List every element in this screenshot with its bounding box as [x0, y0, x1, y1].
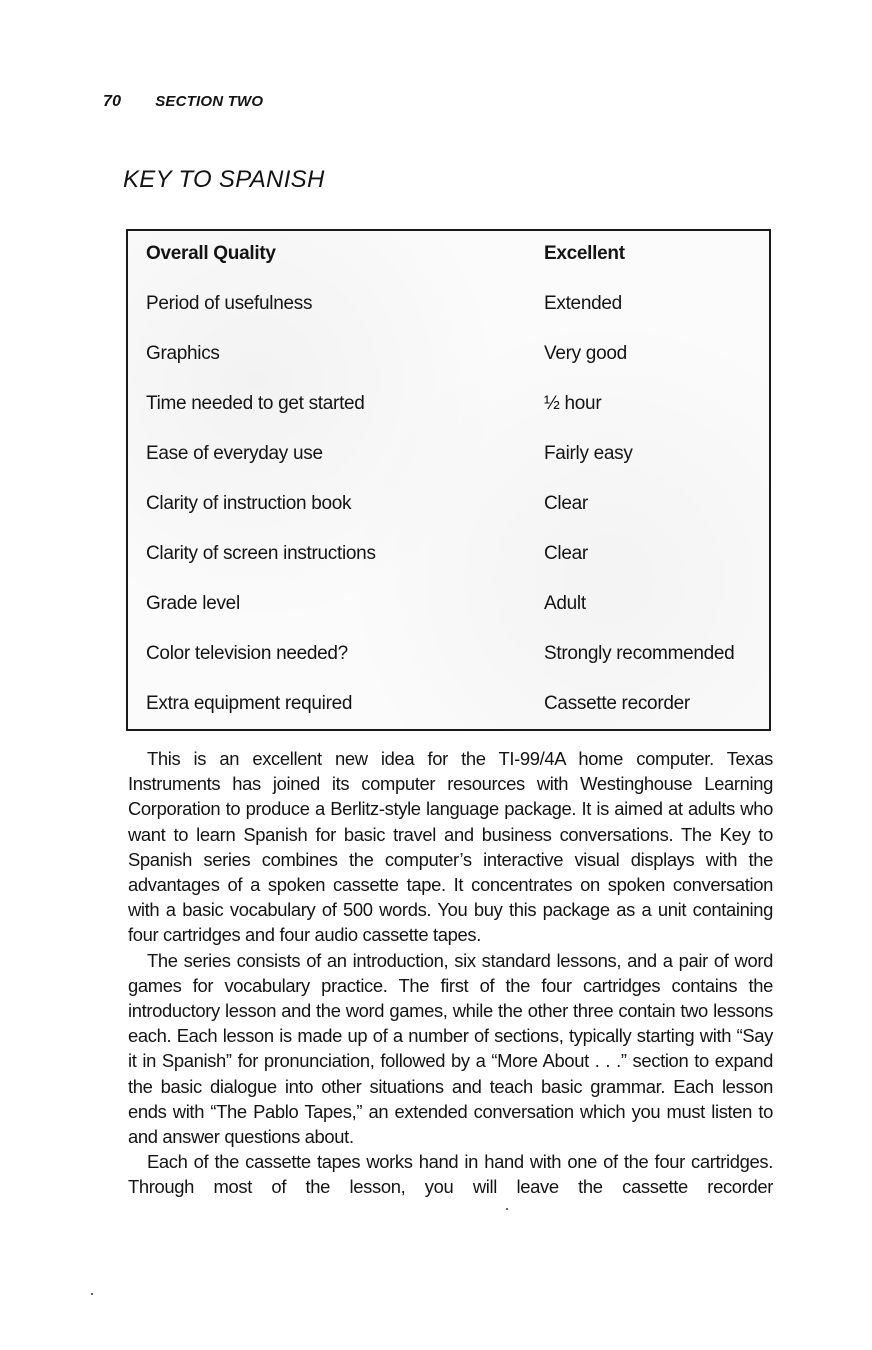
rating-row — [128, 381, 769, 431]
rating-label: Graphics — [146, 343, 220, 364]
print-speck — [91, 1293, 93, 1295]
rating-value: Cassette recorder — [544, 693, 690, 714]
body-paragraph: This is an excellent new idea for the TI-99/4A home computer. Texas Instruments has joined its computer resources with Westinghouse Learning Corporation to produce a Berlitz-style language package. It is aimed at adults who want to learn Spanish for basic travel and business conversations. The Key to Spanish series combines the computer’s interactive visual displays with the advantages of a spoken cassette tape. It concentrates on spoken conversation with a basic vocabulary of 500 words. You buy this package as a unit containing four cartridges and four audio cassette tapes. — [128, 748, 773, 946]
rating-label: Time needed to get started — [146, 393, 365, 414]
rating-value: Fairly easy — [544, 443, 633, 464]
rating-label: Extra equipment required — [146, 693, 353, 714]
section-label: SECTION TWO — [155, 93, 264, 110]
rating-label: Overall Quality — [146, 243, 276, 264]
rating-value: Clear — [544, 543, 588, 564]
rating-row — [128, 431, 769, 481]
rating-row — [128, 581, 769, 631]
review-title: KEY TO SPANISH — [123, 166, 325, 193]
rating-value: Clear — [544, 493, 588, 514]
running-head — [103, 93, 263, 111]
rating-value: ½ hour — [544, 393, 602, 414]
rating-label: Color television needed? — [146, 643, 348, 664]
rating-value: Very good — [544, 343, 627, 364]
rating-value: Excellent — [544, 243, 625, 264]
rating-label: Grade level — [146, 593, 240, 614]
rating-row — [128, 631, 769, 681]
rating-label: Clarity of instruction book — [146, 493, 352, 514]
rating-value: Adult — [544, 593, 586, 614]
print-speck — [506, 1208, 508, 1210]
rating-row — [128, 281, 769, 331]
rating-label: Period of usefulness — [146, 293, 313, 314]
rating-label: Ease of everyday use — [146, 443, 323, 464]
ratings-table — [126, 229, 771, 731]
review-body — [128, 746, 773, 1200]
rating-row — [128, 231, 769, 281]
rating-row — [128, 531, 769, 581]
body-paragraph: The series consists of an introduction, six standard lessons, and a pair of word games for vocabulary practice. The first of the four cartridges contains the introductory lesson and the word games, while the other three contain two lessons each. Each lesson is made up of a number of sections, typically starting with “Say it in Spanish” for pronunciation, followed by a “More About . . .” section to expand the basic dialogue into other situations and teach basic grammar. Each lesson ends with “The Pablo Tapes,” an extended conversation which you must listen to and answer questions about. — [128, 949, 773, 1148]
rating-row — [128, 481, 769, 531]
rating-row — [128, 681, 769, 731]
rating-value: Strongly recommended — [544, 643, 735, 664]
page-number: 70 — [103, 93, 122, 110]
rating-label: Clarity of screen instructions — [146, 543, 376, 564]
rating-value: Extended — [544, 293, 622, 314]
body-paragraph: Each of the cassette tapes works hand in hand with one of the four cartridges. Through most of the lesson, you will leave the cassette recorder — [128, 1151, 773, 1198]
rating-row — [128, 331, 769, 381]
